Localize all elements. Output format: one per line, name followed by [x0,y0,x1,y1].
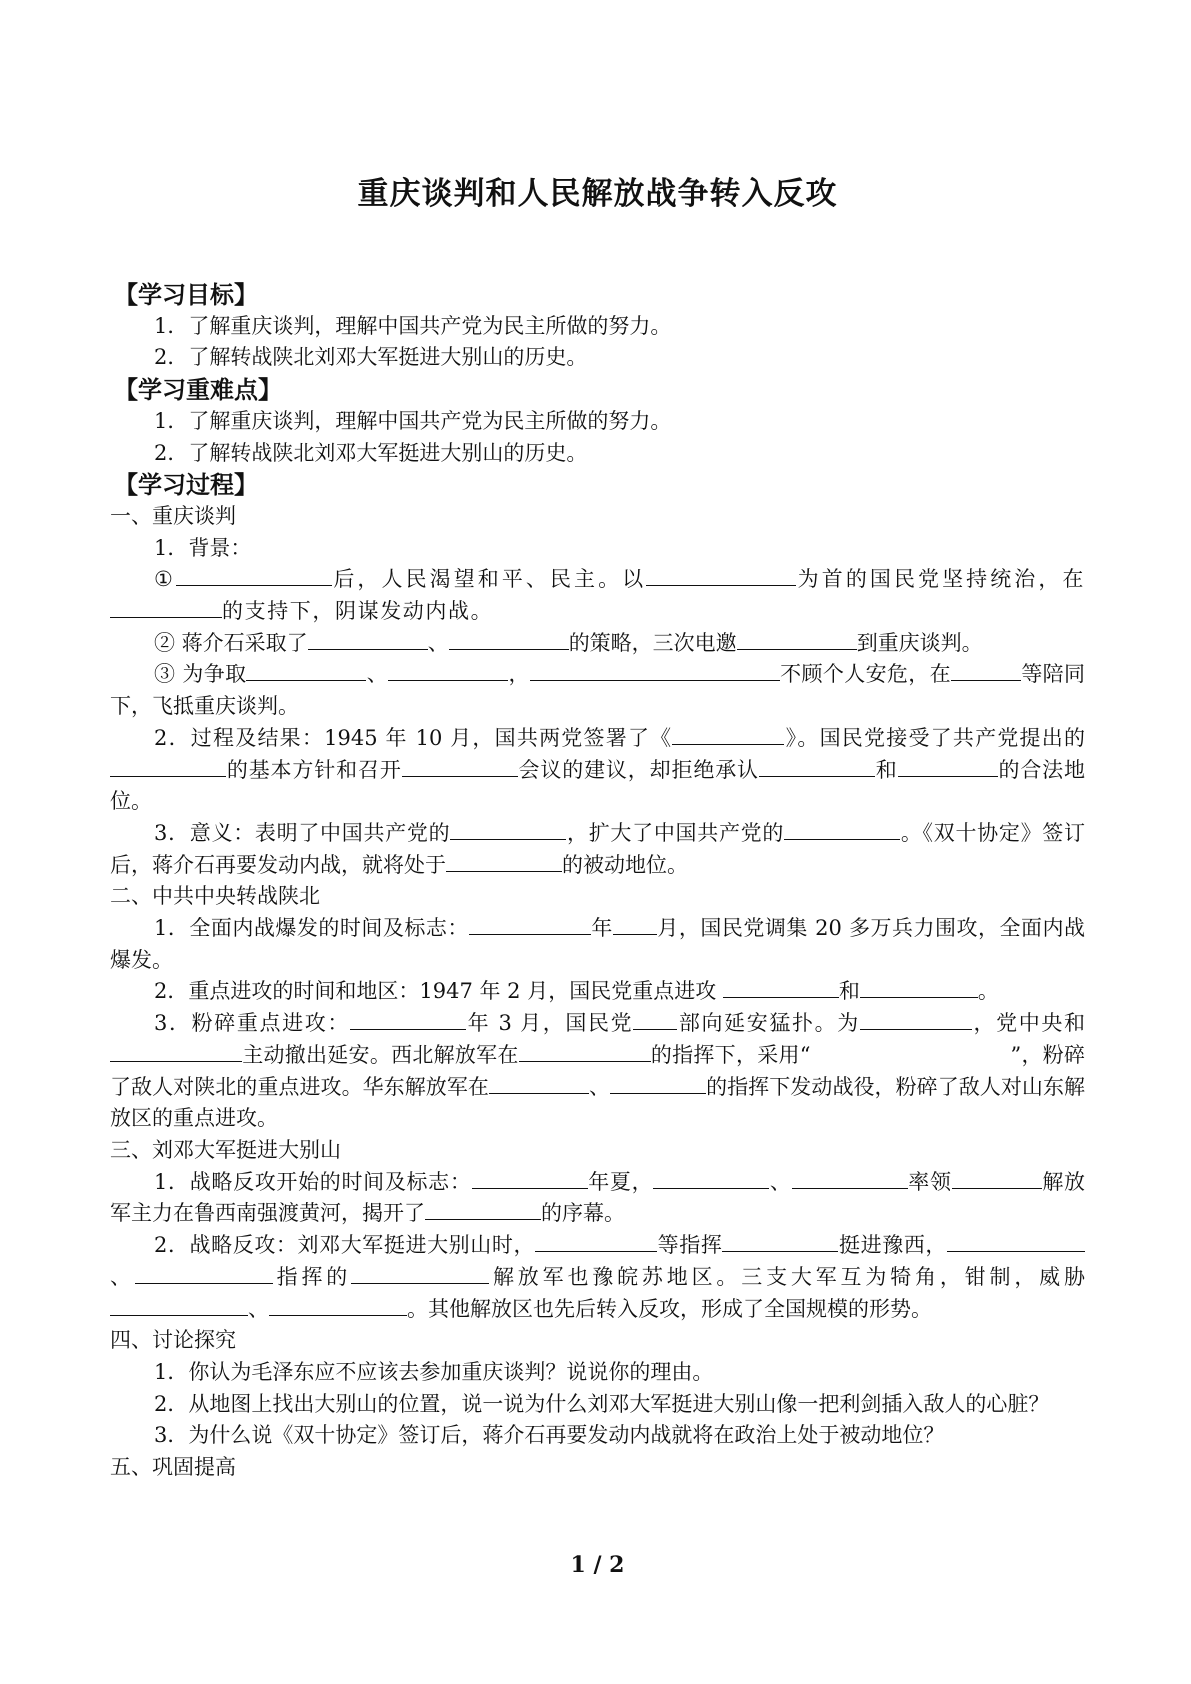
text: 不顾个人安危，在 [779,662,951,687]
keypoint-item: 1．了解重庆谈判，理解中国共产党为民主所做的努力。 [154,408,672,433]
text: 年夏， [587,1169,654,1194]
background-point-1 [110,564,1085,627]
page-number: 1 / 2 [570,1552,625,1578]
process-and-result [110,723,1085,818]
blank [425,1198,541,1220]
text: 的基本方针和召开 [226,757,402,782]
text: 2．过程及结果：1945 年 10 月，国共两党签署了《 [154,725,673,750]
text: 的序幕。 [541,1201,625,1226]
blank [860,1008,972,1030]
blank [737,628,857,650]
blank [388,659,508,681]
blank [402,755,518,777]
text: 2．战略反攻：刘邓大军挺进大别山时， [154,1233,536,1258]
document-title: 重庆谈判和人民解放战争转入反攻 [357,176,838,212]
section-1-heading: 一、重庆谈判 [110,503,236,528]
section-5-heading: 五、巩固提高 [110,1455,236,1480]
blank [952,1167,1042,1189]
text: 、 [427,630,449,655]
blank [176,564,332,586]
blank [613,913,657,935]
text: 的支持下，阴谋发动内战。 [222,599,494,624]
text: 2．重点进攻的时间和地区：1947 年 2 月，国民党重点进攻 [154,979,717,1004]
keypoints-heading: 【学习重难点】 [114,375,282,405]
blank [898,755,998,777]
text: ”，粉碎了敌人对陕北的重点进攻。华东解放军在 [110,1042,1085,1099]
text: 年 [590,916,613,941]
worksheet-page [110,0,1085,1684]
blank [672,723,784,745]
text: ，党中央和 [971,1011,1086,1036]
blank [810,1040,1010,1062]
blank [610,1072,706,1094]
blank [530,659,780,681]
blank [110,755,226,777]
blank [723,976,839,998]
keypoint-item: 2．了解转战陕北刘邓大军挺进大别山的历史。 [154,440,588,465]
text: 、 [110,1264,135,1289]
blank [653,1167,769,1189]
blank [951,659,1021,681]
blank [110,1040,242,1062]
blank [519,1040,651,1062]
text: 的合法地位。 [110,757,1086,814]
text: 和 [838,979,860,1004]
text: 。 [977,979,999,1004]
text: 等指挥 [657,1233,723,1258]
counteroffensive-start [110,1167,1085,1230]
text: 部向延安猛扑。为 [677,1011,860,1036]
blank [269,1294,407,1316]
text: 。其他解放区也先后转入反攻，形成了全国规模的 [407,1296,869,1321]
text: 率领 [907,1169,952,1194]
text: 主动撤出延安。西北解放军在 [242,1042,519,1067]
strategic-counteroffensive [110,1230,1085,1325]
goal-item: 1．了解重庆谈判，理解中国共产党为民主所做的努力。 [154,313,672,338]
crush-offensive [110,1008,1085,1135]
text: 的策略，三次电邀 [568,630,737,655]
text: 等陪同下，飞抵重庆谈判。 [110,662,1086,719]
discussion-item: 3．为什么说《双十协定》签订后，蒋介石再要发动内战就将在政治上处于被动地位？ [154,1423,945,1448]
blank [947,1230,1085,1252]
discussion-item: 2．从地图上找出大别山的位置，说一说为什么刘邓大军挺进大别山像一把利剑插入敌人的心脏？ [154,1391,1050,1416]
goals-heading: 【学习目标】 [114,280,258,309]
blank [110,596,222,618]
blank [110,1294,248,1316]
blank [449,628,569,650]
background-label: 1．背景： [154,535,252,560]
section-2-heading: 二、中共中央转战陕北 [110,884,320,909]
civil-war-outbreak [110,913,1085,976]
blank [535,1230,657,1252]
key-offensive [110,976,1085,1008]
text: 和 [874,757,898,782]
blank [860,976,978,998]
blank [446,850,562,872]
blank [646,564,796,586]
text: 的指挥下发动 [706,1074,833,1099]
text: ③ 为争取 [154,662,247,687]
text: ② 蒋介石采取了 [154,630,308,655]
text: 解放军主力在鲁西南强渡黄河，揭开了 [110,1169,1086,1226]
blank [759,755,875,777]
blank [722,1230,838,1252]
text: 指挥的 [272,1264,352,1289]
significance [110,818,1085,881]
section-3-heading: 三、刘邓大军挺进大别山 [110,1137,341,1162]
text: 的被动地位。 [562,852,688,877]
text: 会议的建议，却拒绝承认 [517,757,759,782]
blank [246,659,366,681]
text: 、 [769,1169,792,1194]
document-body [110,279,1085,1484]
process-heading: 【学习过程】 [114,470,258,500]
blank [351,1262,489,1284]
text: 。《双十协定》签订后，蒋介石再要发动内战，就将处于 [110,820,1085,877]
text: 月，国民党调集 20 多万兵力围攻，全面内战爆发。 [110,916,1086,972]
text: 挺进豫西， [838,1233,948,1258]
blank [784,818,900,840]
text: 后，人民渴望和平、民主。以 [331,567,647,592]
text: ① [154,567,176,592]
text: 、 [366,662,389,687]
background-point-2 [110,628,1085,660]
discussion-item: 1．你认为毛泽东应不应该去参加重庆谈判？说说你的理由。 [154,1359,714,1384]
text: 、 [588,1074,611,1099]
text: 战役，粉碎了敌人对山东解放区的重点进攻。 [110,1074,1086,1131]
text: 3．意义：表明了中国共产党的 [154,820,451,845]
blank [792,1167,908,1189]
text: 形势。 [869,1296,932,1321]
text: ，扩大了中国共产党的 [566,820,785,845]
text: 》。国民党接受了共产党提出的 [784,725,1085,750]
blank [472,1167,588,1189]
text: 年 3 月，国民党 [465,1011,634,1036]
text: 解放军也豫皖苏地区。三支大军互为犄角，钳制，威胁 [489,1264,1086,1289]
blank [633,1008,677,1030]
blank [469,913,591,935]
text: 的指挥下，采用“ [650,1042,811,1067]
text: 1．全面内战爆发的时间及标志： [154,916,469,941]
text: 到重庆谈判。 [856,630,983,655]
text: 1．战略反攻开始的时间及标志： [154,1169,472,1194]
text: ， [508,662,530,687]
text: 、 [248,1296,269,1321]
blank [489,1072,589,1094]
text: 3．粉碎重点进攻： [154,1011,350,1036]
blank [308,628,428,650]
blank [135,1262,273,1284]
blank [450,818,566,840]
background-point-3 [110,659,1085,722]
goal-item: 2．了解转战陕北刘邓大军挺进大别山的历史。 [154,345,588,370]
text: 为首的国民党坚持统治，在 [796,567,1085,592]
blank [350,1008,466,1030]
section-4-heading: 四、讨论探究 [110,1328,236,1353]
